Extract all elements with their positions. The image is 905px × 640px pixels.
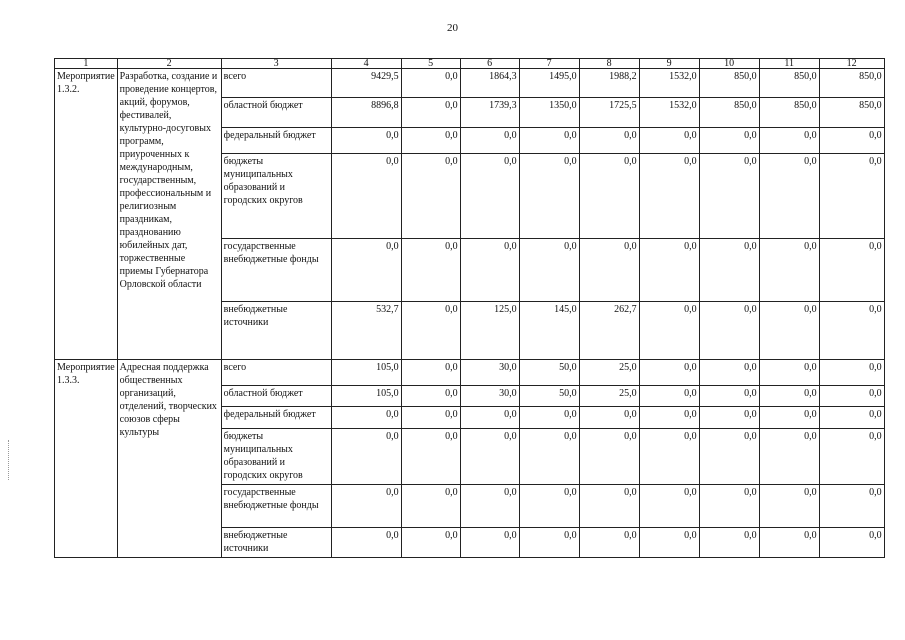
amount-cell: 0,0 <box>519 407 579 429</box>
amount-cell: 850,0 <box>819 98 884 128</box>
amount-cell: 0,0 <box>401 429 460 485</box>
header-cell: 7 <box>519 59 579 69</box>
amount-cell: 1532,0 <box>639 69 699 98</box>
amount-cell: 0,0 <box>460 485 519 528</box>
amount-cell: 1864,3 <box>460 69 519 98</box>
header-cell: 2 <box>117 59 221 69</box>
amount-cell: 0,0 <box>331 239 401 302</box>
amount-cell: 1725,5 <box>579 98 639 128</box>
amount-cell: 0,0 <box>699 154 759 239</box>
amount-cell: 1350,0 <box>519 98 579 128</box>
amount-cell: 0,0 <box>819 528 884 558</box>
amount-cell: 0,0 <box>460 154 519 239</box>
amount-cell: 1495,0 <box>519 69 579 98</box>
amount-cell: 0,0 <box>699 407 759 429</box>
amount-cell: 0,0 <box>460 429 519 485</box>
amount-cell: 0,0 <box>639 485 699 528</box>
amount-cell: 0,0 <box>639 360 699 386</box>
amount-cell: 0,0 <box>401 98 460 128</box>
funding-source: областной бюджет <box>221 98 331 128</box>
amount-cell: 0,0 <box>819 360 884 386</box>
amount-cell: 0,0 <box>331 429 401 485</box>
amount-cell: 0,0 <box>819 407 884 429</box>
header-cell: 12 <box>819 59 884 69</box>
amount-cell: 0,0 <box>579 429 639 485</box>
amount-cell: 0,0 <box>819 485 884 528</box>
amount-cell: 1532,0 <box>639 98 699 128</box>
header-cell: 9 <box>639 59 699 69</box>
header-cell: 3 <box>221 59 331 69</box>
amount-cell: 0,0 <box>401 386 460 407</box>
amount-cell: 0,0 <box>699 302 759 360</box>
amount-cell: 0,0 <box>819 239 884 302</box>
amount-cell: 0,0 <box>331 528 401 558</box>
amount-cell: 25,0 <box>579 360 639 386</box>
amount-cell: 0,0 <box>579 154 639 239</box>
amount-cell: 0,0 <box>331 128 401 154</box>
amount-cell: 850,0 <box>699 98 759 128</box>
table-body <box>55 59 885 558</box>
amount-cell: 0,0 <box>759 360 819 386</box>
funding-source: внебюджетные источники <box>221 302 331 360</box>
amount-cell: 0,0 <box>699 360 759 386</box>
measure-name: Разработка, создание и проведение концертов, акций, форумов, фестивалей, культурно-досуговых программ, приуроченных к международным, государственным, профессиональным и религиозным праздникам, празднованию юбилейных дат, торжественные приемы Губернатора Орловской области <box>117 69 221 360</box>
header-cell: 11 <box>759 59 819 69</box>
amount-cell: 8896,8 <box>331 98 401 128</box>
amount-cell: 850,0 <box>699 69 759 98</box>
amount-cell: 0,0 <box>759 485 819 528</box>
amount-cell: 850,0 <box>759 98 819 128</box>
funding-source: областной бюджет <box>221 386 331 407</box>
funding-source: бюджеты муниципальных образований и городских округов <box>221 154 331 239</box>
amount-cell: 0,0 <box>699 528 759 558</box>
measure-code: Мероприятие 1.3.3. <box>55 360 118 558</box>
amount-cell: 0,0 <box>699 239 759 302</box>
amount-cell: 0,0 <box>331 407 401 429</box>
scan-edge-marks <box>8 440 11 480</box>
amount-cell: 0,0 <box>639 154 699 239</box>
amount-cell: 105,0 <box>331 386 401 407</box>
amount-cell: 0,0 <box>759 154 819 239</box>
amount-cell: 30,0 <box>460 386 519 407</box>
header-cell: 6 <box>460 59 519 69</box>
funding-source: внебюджетные источники <box>221 528 331 558</box>
amount-cell: 850,0 <box>759 69 819 98</box>
amount-cell: 0,0 <box>401 407 460 429</box>
amount-cell: 0,0 <box>460 407 519 429</box>
amount-cell: 125,0 <box>460 302 519 360</box>
amount-cell: 145,0 <box>519 302 579 360</box>
amount-cell: 0,0 <box>579 407 639 429</box>
header-cell: 5 <box>401 59 460 69</box>
amount-cell: 0,0 <box>401 154 460 239</box>
amount-cell: 0,0 <box>819 429 884 485</box>
amount-cell: 50,0 <box>519 386 579 407</box>
amount-cell: 0,0 <box>460 128 519 154</box>
amount-cell: 25,0 <box>579 386 639 407</box>
amount-cell: 0,0 <box>401 302 460 360</box>
funding-source: бюджеты муниципальных образований и городских округов <box>221 429 331 485</box>
amount-cell: 0,0 <box>819 154 884 239</box>
amount-cell: 0,0 <box>401 485 460 528</box>
amount-cell: 0,0 <box>519 128 579 154</box>
amount-cell: 0,0 <box>699 485 759 528</box>
funding-source: государственные внебюджетные фонды <box>221 239 331 302</box>
amount-cell: 0,0 <box>519 239 579 302</box>
amount-cell: 0,0 <box>699 429 759 485</box>
amount-cell: 0,0 <box>579 128 639 154</box>
amount-cell: 0,0 <box>699 386 759 407</box>
amount-cell: 0,0 <box>639 386 699 407</box>
measure-name: Адресная поддержка общественных организаций, отделений, творческих союзов сферы культуры <box>117 360 221 558</box>
amount-cell: 0,0 <box>819 302 884 360</box>
header-cell: 4 <box>331 59 401 69</box>
table-row <box>55 69 885 98</box>
amount-cell: 0,0 <box>519 485 579 528</box>
amount-cell: 0,0 <box>759 302 819 360</box>
header-cell: 10 <box>699 59 759 69</box>
amount-cell: 0,0 <box>579 485 639 528</box>
funding-source: федеральный бюджет <box>221 128 331 154</box>
budget-table <box>54 58 885 558</box>
page-number: 20 <box>447 22 458 34</box>
amount-cell: 0,0 <box>401 128 460 154</box>
amount-cell: 0,0 <box>759 128 819 154</box>
amount-cell: 1988,2 <box>579 69 639 98</box>
header-cell: 1 <box>55 59 118 69</box>
amount-cell: 0,0 <box>460 528 519 558</box>
funding-source: всего <box>221 69 331 98</box>
amount-cell: 0,0 <box>639 302 699 360</box>
amount-cell: 0,0 <box>401 528 460 558</box>
amount-cell: 0,0 <box>331 154 401 239</box>
amount-cell: 50,0 <box>519 360 579 386</box>
funding-source: государственные внебюджетные фонды <box>221 485 331 528</box>
amount-cell: 0,0 <box>519 154 579 239</box>
amount-cell: 0,0 <box>519 429 579 485</box>
amount-cell: 30,0 <box>460 360 519 386</box>
amount-cell: 0,0 <box>639 429 699 485</box>
amount-cell: 0,0 <box>519 528 579 558</box>
amount-cell: 0,0 <box>401 360 460 386</box>
amount-cell: 105,0 <box>331 360 401 386</box>
amount-cell: 0,0 <box>759 429 819 485</box>
amount-cell: 262,7 <box>579 302 639 360</box>
amount-cell: 532,7 <box>331 302 401 360</box>
table-row <box>55 360 885 386</box>
amount-cell: 0,0 <box>331 485 401 528</box>
amount-cell: 0,0 <box>759 528 819 558</box>
amount-cell: 0,0 <box>579 528 639 558</box>
amount-cell: 0,0 <box>639 407 699 429</box>
amount-cell: 9429,5 <box>331 69 401 98</box>
amount-cell: 0,0 <box>401 69 460 98</box>
amount-cell: 1739,3 <box>460 98 519 128</box>
measure-code: Мероприятие 1.3.2. <box>55 69 118 360</box>
amount-cell: 850,0 <box>819 69 884 98</box>
amount-cell: 0,0 <box>759 386 819 407</box>
amount-cell: 0,0 <box>639 128 699 154</box>
amount-cell: 0,0 <box>819 128 884 154</box>
amount-cell: 0,0 <box>639 528 699 558</box>
header-row <box>55 59 885 69</box>
amount-cell: 0,0 <box>639 239 699 302</box>
amount-cell: 0,0 <box>401 239 460 302</box>
amount-cell: 0,0 <box>460 239 519 302</box>
amount-cell: 0,0 <box>759 239 819 302</box>
header-cell: 8 <box>579 59 639 69</box>
amount-cell: 0,0 <box>579 239 639 302</box>
funding-source: всего <box>221 360 331 386</box>
amount-cell: 0,0 <box>699 128 759 154</box>
funding-source: федеральный бюджет <box>221 407 331 429</box>
amount-cell: 0,0 <box>759 407 819 429</box>
amount-cell: 0,0 <box>819 386 884 407</box>
